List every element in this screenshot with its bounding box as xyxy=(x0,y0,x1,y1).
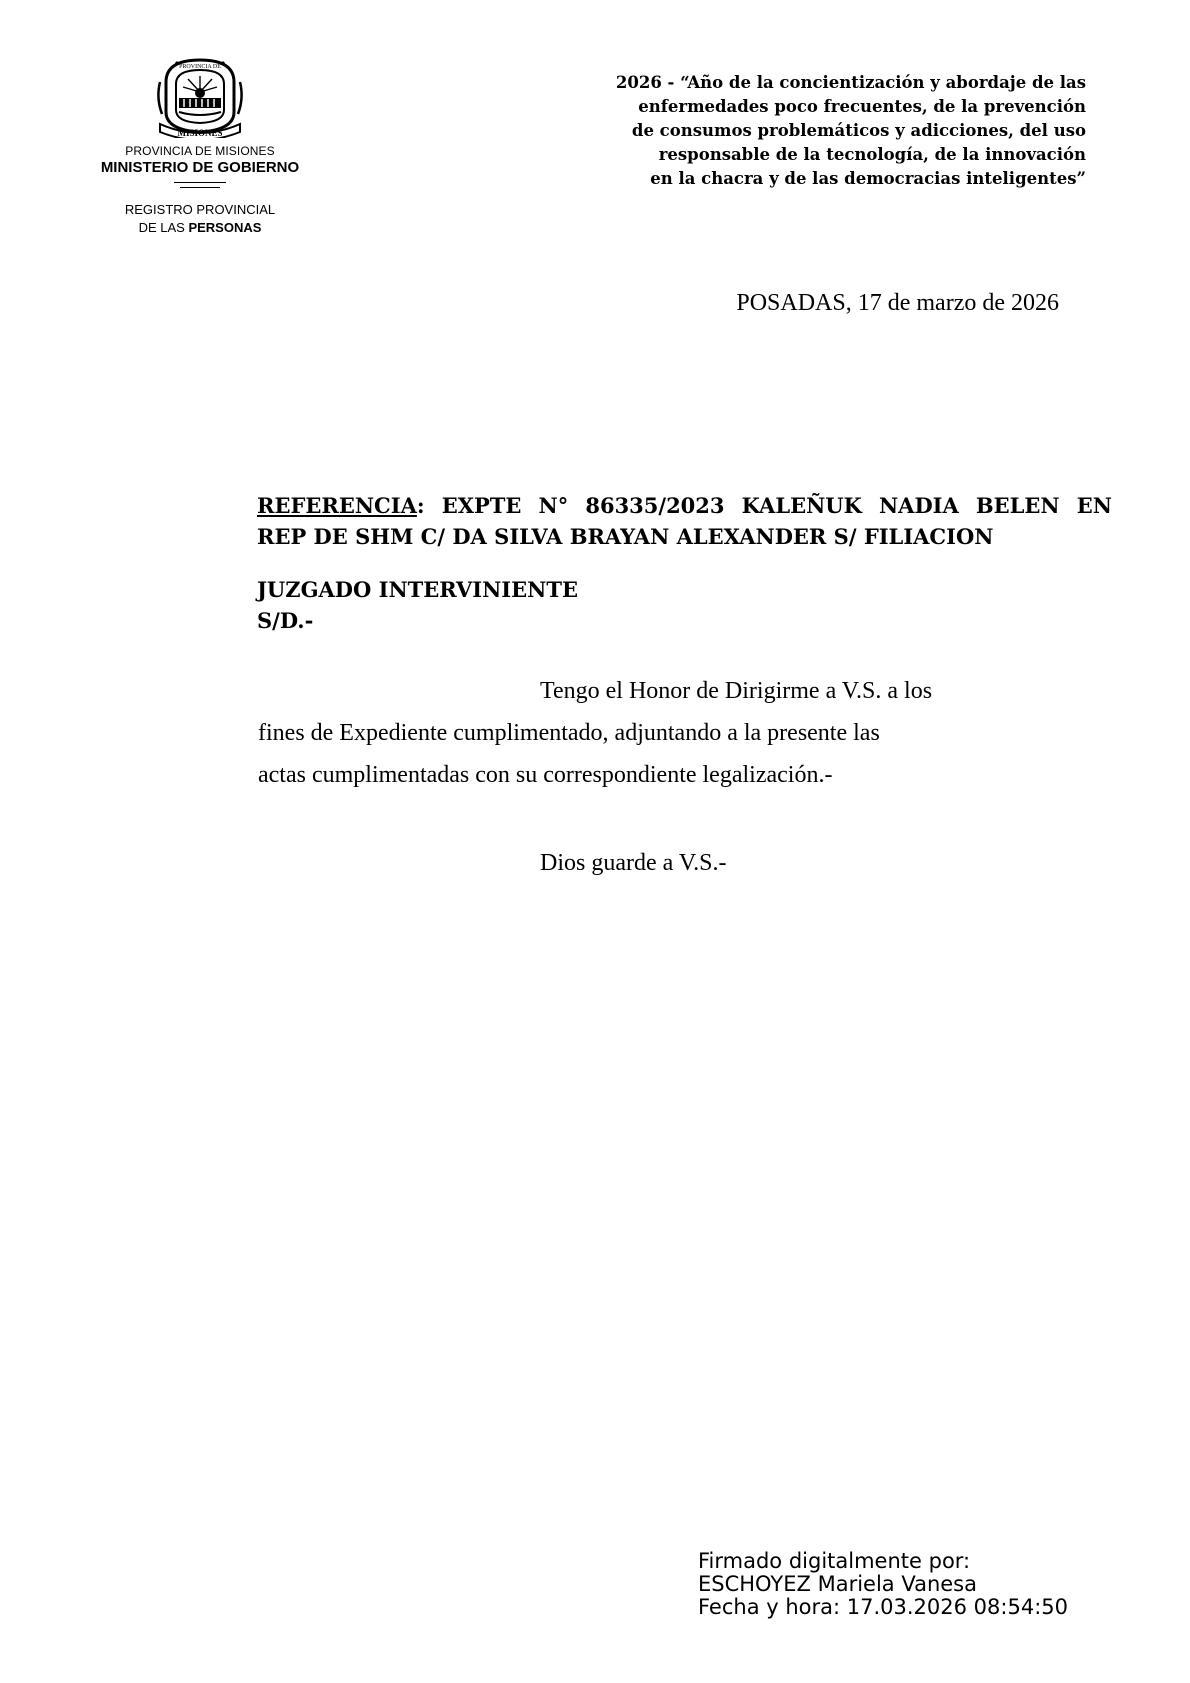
province-name: PROVINCIA DE MISIONES xyxy=(125,144,275,158)
registry-line-2-strong: PERSONAS xyxy=(188,220,262,235)
motto-line: enfermedades poco frecuentes, de la prevención xyxy=(638,97,1086,116)
reference-word: BELEN xyxy=(975,493,1060,518)
registry-line-1: REGISTRO PROVINCIAL xyxy=(124,202,276,217)
reference-word: KALEÑUK xyxy=(741,493,862,518)
seal-band-text: PROVINCIA DE xyxy=(179,64,221,70)
reference-word: NADIA xyxy=(878,493,959,518)
body-line-3: actas cumplimentadas con su correspondiente legalización.- xyxy=(258,762,833,788)
reference-line-2: REP DE SHM C/ DA SILVA BRAYAN ALEXANDER S/ FILIACION xyxy=(257,524,994,549)
signature-line-3: Fecha y hora: 17.03.2026 08:54:50 xyxy=(698,1595,1068,1619)
reference-word: EXPTE xyxy=(441,493,522,518)
letterhead-divider xyxy=(180,187,220,188)
seal-ribbon-text: MISIONES xyxy=(177,128,223,138)
addressee-block xyxy=(257,574,578,636)
addressee-line-1: JUZGADO INTERVINIENTE xyxy=(257,577,578,602)
letter-closing: Dios guarde a V.S.- xyxy=(540,850,727,876)
registry-line-2 xyxy=(80,220,320,235)
letter-date: POSADAS, 17 de marzo de 2026 xyxy=(736,290,1059,316)
letter-body xyxy=(258,670,1038,796)
addressee-line-2: S/D.- xyxy=(257,608,314,633)
reference-word: EN xyxy=(1076,493,1112,518)
motto-line: de consumos problemáticos y adicciones, del uso xyxy=(631,121,1086,140)
province-seal-icon xyxy=(154,52,246,138)
body-line-1: Tengo el Honor de Dirigirme a V.S. a los xyxy=(540,678,933,704)
motto-line: en la chacra y de las democracias inteligentes” xyxy=(650,169,1086,188)
signature-line-2: ESCHOYEZ Mariela Vanesa xyxy=(698,1572,977,1596)
signature-line-1: Firmado digitalmente por: xyxy=(698,1549,971,1573)
reference-block xyxy=(257,490,1112,552)
year-motto xyxy=(486,71,1086,191)
motto-line: responsable de la tecnología, de la innovación xyxy=(658,145,1086,164)
motto-line: 2026 - “Año de la concientización y abordaje de las xyxy=(615,73,1086,92)
digital-signature-stamp xyxy=(698,1550,1068,1619)
reference-label: REFERENCIA xyxy=(257,493,417,518)
reference-word: : xyxy=(416,493,425,518)
letterhead xyxy=(80,52,320,235)
reference-word: 86335/2023 xyxy=(585,493,725,518)
reference-label-group xyxy=(257,490,425,521)
registry-line-2-prefix: DE LAS xyxy=(138,220,189,235)
ministry-name: MINISTERIO DE GOBIERNO xyxy=(100,159,300,176)
reference-word: N° xyxy=(538,493,569,518)
body-line-2: fines de Expediente cumplimentado, adjuntando a la presente las xyxy=(258,720,880,746)
letterhead-divider xyxy=(174,182,226,183)
reference-line-1 xyxy=(257,490,1112,521)
